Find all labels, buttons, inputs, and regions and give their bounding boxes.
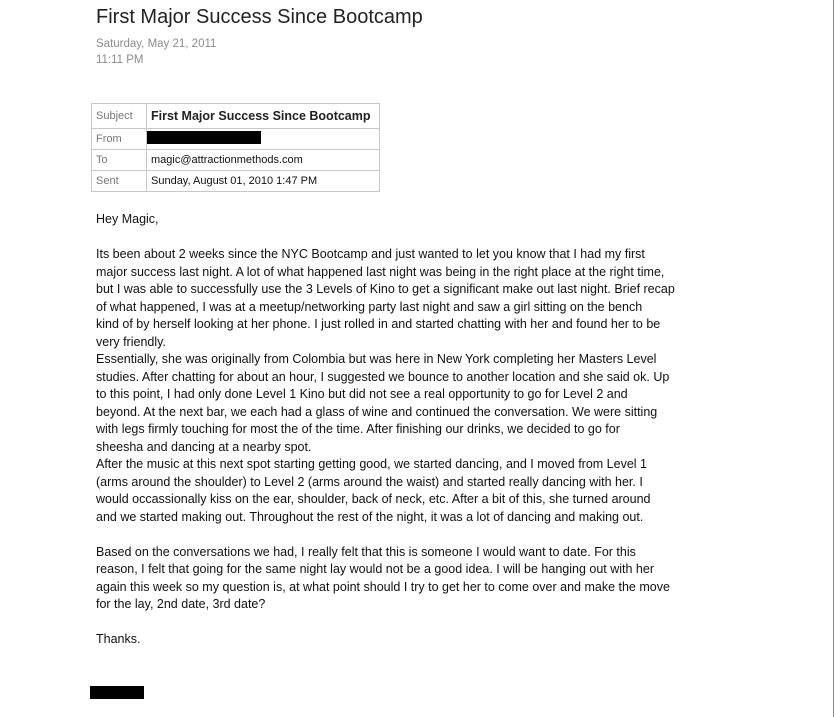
body-line: major success last night. A lot of what happened last night was being in the right place at the right time,: [96, 264, 665, 279]
body-line: After the music at this next spot starting getting good, we started dancing, and I moved from Level 1: [96, 457, 647, 471]
body-line: but I was able to successfully use the 3 Levels of Kino to get a significant make out last night. Brief recap: [96, 282, 675, 296]
email-header-table: [91, 103, 380, 192]
body-line: beyond. At the next bar, we each had a glass of wine and continued the conversation. We were sitting: [96, 404, 658, 419]
body-line: Essentially, she was originally from Colombia but was here in New York completing her Masters Level: [96, 352, 657, 366]
body-line: studies. After chatting for about an hour, I suggested we bounce to another location and she said ok. Up: [96, 369, 670, 384]
from-label: From: [92, 129, 147, 150]
subject-row: [92, 104, 380, 129]
paragraph-4: [96, 544, 736, 614]
subject-label: Subject: [92, 104, 147, 129]
body-line: Based on the conversations we had, I really felt that this is someone I would want to date. For this: [96, 544, 636, 559]
from-row: [92, 129, 380, 150]
body-line: kind of by herself looking at her phone. I just rolled in and started chatting with her and found her to be: [96, 317, 661, 331]
body-line: (arms around the shoulder) to Level 2 (arms around the waist) and started really dancing with her. I: [96, 474, 643, 489]
body-line: to this point, I had only done Level 1 Kino but did not see a real opportunity to go for Level 2 and: [96, 387, 628, 401]
from-value: [147, 129, 380, 150]
body-line: again this week so my question is, at what point should I try to get her to come over and make the move: [96, 579, 670, 594]
sent-value: Sunday, August 01, 2010 1:47 PM: [147, 171, 380, 192]
to-value: magic@attractionmethods.com: [147, 150, 380, 171]
body-line: for the lay, 2nd date, 3rd date?: [96, 597, 266, 611]
body-line: would occassionally kiss on the ear, shoulder, back of neck, etc. After a bit of this, she turned around: [96, 492, 651, 506]
spacer: [96, 526, 736, 544]
body-line: and we started making out. Throughout the rest of the night, it was a lot of dancing and making out.: [96, 509, 644, 524]
body-line: sheesha and dancing at a nearby spot.: [96, 439, 312, 454]
to-label: To: [92, 150, 147, 171]
paragraph-2: [96, 351, 736, 456]
note-time: 11:11 PM: [96, 54, 144, 66]
redacted-signature: [90, 686, 144, 699]
sent-label: Sent: [92, 171, 147, 192]
body-line: Its been about 2 weeks since the NYC Bootcamp and just wanted to let you know that I had my first: [96, 247, 645, 261]
paragraph-3: [96, 456, 736, 526]
to-row: [92, 150, 380, 171]
note-date: Saturday, May 21, 2011: [96, 38, 217, 50]
redacted-sender: [147, 131, 261, 144]
spacer: [96, 229, 736, 247]
email-body: [96, 211, 736, 649]
body-line: with legs firmly touching for most the of the time. After finishing our drinks, we decided to go for: [96, 422, 620, 436]
subject-value: First Major Success Since Bootcamp: [147, 104, 380, 129]
paragraph-1: [96, 246, 736, 351]
body-line: reason, I felt that going for the same night lay would not be a good idea. I will be hanging out with her: [96, 562, 654, 576]
spacer: [96, 614, 736, 632]
sent-row: [92, 171, 380, 192]
body-line: of what happened, I was at a meetup/networking party last night and saw a girl sitting on the bench: [96, 299, 643, 314]
greeting: Hey Magic,: [96, 212, 159, 226]
page-title: First Major Success Since Bootcamp: [96, 6, 423, 28]
body-line: very friendly.: [96, 334, 166, 349]
closing: Thanks.: [96, 632, 141, 646]
